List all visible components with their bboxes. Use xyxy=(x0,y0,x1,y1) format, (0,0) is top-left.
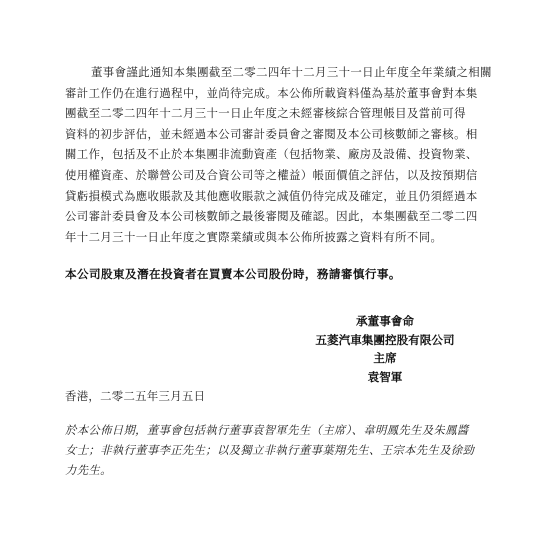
board-line: 力先生。 xyxy=(65,462,112,477)
paragraph-line: 公司審計委員會及本公司核數師之最後審閱及確認。因此，本集團截至二零二四 xyxy=(65,209,478,224)
board-line: 女士；非執行董事李正先生；以及獨立非執行董事葉翔先生、王宗本先生及徐勁 xyxy=(65,442,475,457)
audit-status-paragraph xyxy=(65,62,505,247)
paragraph-line: 年十二月三十一日止年度之實際業績或與本公佈所披露之資料有所不同。 xyxy=(65,229,443,244)
signature-block xyxy=(300,312,470,386)
signatory-title: 主席 xyxy=(373,351,397,365)
paragraph-line: 審計工作仍在進行過程中，並尚待完成。本公佈所載資料僅為基於董事會對本集 xyxy=(65,85,478,100)
paragraph-line: 董事會謹此通知本集團截至二零二四年十二月三十一日止年度全年業績之相關 xyxy=(91,65,492,79)
paragraph-line: 使用權資產、於聯營公司及合資公司等之權益）帳面價值之評估，以及按預期信 xyxy=(65,167,478,182)
board-composition-paragraph xyxy=(65,421,505,480)
board-line: 於本公佈日期，董事會包括執行董事袁智軍先生（主席）、韋明鳳先生及朱鳳醬 xyxy=(65,423,469,437)
company-name: 五菱汽車集團控股有限公司 xyxy=(315,332,455,347)
signature-by-order: 承董事會命 xyxy=(356,314,414,328)
paragraph-line: 貸虧損模式為應收賬款及其他應收賬款之減值仍待完成及確定，並且仍須經過本 xyxy=(65,188,478,203)
signatory-name: 袁智軍 xyxy=(367,369,403,384)
paragraph-line: 關工作，包括及不止於本集團非流動資產（包括物業、廠房及設備、投資物業、 xyxy=(65,147,478,162)
paragraph-line: 團截至二零二四年十二月三十一日止年度之未經審核綜合管理帳目及當前可得 xyxy=(65,106,466,121)
place-and-date: 香港，二零二五年三月五日 xyxy=(65,389,206,403)
paragraph-line: 資料的初步評估，並未經過本公司審計委員會之審閱及本公司核數師之審核。相 xyxy=(65,126,478,141)
investor-warning: 本公司股東及潛在投資者在買賣本公司股份時，務請審慎行事。 xyxy=(65,267,401,281)
